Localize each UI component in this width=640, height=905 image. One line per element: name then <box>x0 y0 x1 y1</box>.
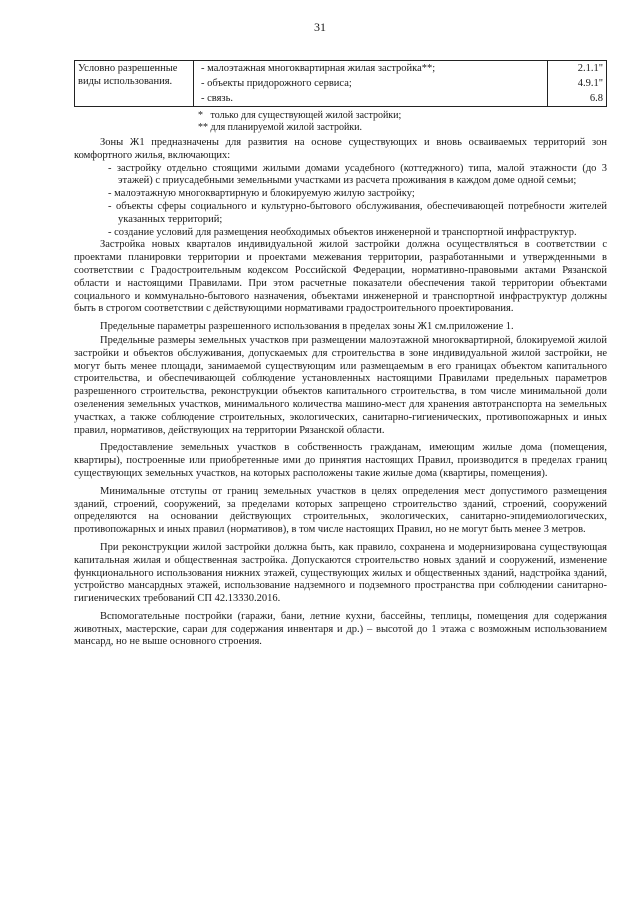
use-item: - связь. <box>194 91 548 107</box>
table-footnotes <box>198 110 401 134</box>
footnote-planned: ** для планируемой жилой застройки. <box>198 122 362 133</box>
zone-intro-paragraph: Зоны Ж1 предназначены для развития на основе существующих и вновь осваиваемых территорий зон комфортного жилья, включающих: <box>74 137 607 161</box>
paragraph-plot-sizes: Предельные размеры земельных участков при размещении малоэтажной многоквартирной, блокируемой жилой застройки и объектов обслуживания, допускаемых для строительства в зоне индивидуальной жилой застройки, не могут быть менее площади, занимаемой существующим или размещаемым в его границах объектом капитального строительства, и обеспечивающей соблюдение установленных настоящими Правилами предельных параметров разрешенного строительства, реконструкции объектов капитального строительства, в том числе минимальной доли озеленения земельных участков, минимального количества машино-мест для хранения автотранспорта на земельных участках, а также соблюдение строительных, экологических, санитарно-гигиенических, противопожарных и иных правил, нормативов, действующих на территории Рязанской области. <box>74 334 607 436</box>
permitted-uses-table <box>74 60 607 107</box>
paragraph-limit-params: Предельные параметры разрешенного использования в пределах зоны Ж1 см.приложение 1. <box>100 321 514 333</box>
paragraph-min-setbacks: Минимальные отступы от границ земельных участков в целях определения мест допустимого размещения зданий, строений, сооружений, за пределами которых запрещено строительство зданий, строений, сооружений определяются на основании действующих строительных, экологических, санитарно-эпидемиологических, противопожарных и иных правил (нормативов), в том числе настоящих Правил, но не могут быть менее 3 метров. <box>74 485 607 536</box>
use-item: - малоэтажная многоквартирная жилая застройка**; <box>194 61 548 77</box>
footnote-existing: * только для существующей жилой застройки; <box>198 110 402 121</box>
paragraph-development: Застройка новых кварталов индивидуальной жилой застройки должна осуществляться в соответствии с проектами планировки территории и проектами межевания территории, разработанными и утвержденными в соответствии с Градостроительным кодексом Российской Федерации, нормативно-правовыми актами Рязанской области и настоящими Правилами. При этом расчетные показатели обеспечения такой территории объектами социального и коммунально-бытового назначения, объектами инженерной и транспортной инфраструктур должны быть в строгом соответствии с действующими нормативами градостроительного проектирования. <box>74 239 607 315</box>
paragraph-land-provision: Предоставление земельных участков в собственность гражданам, имеющим жилые дома (помещения, квартиры), построенные или приобретенные ими до принятия настоящих Правил, производится в пределах границ существующих земельных участков, на которых расположены такие жилые дома (квартиры, помещения). <box>74 442 607 479</box>
paragraph-reconstruction: При реконструкции жилой застройки должна быть, как правило, сохранена и модернизирована существующая капитальная жилая и общественная застройка. Допускаются строительство новых зданий и сооружений, изменение функционального использования нижних этажей, существующих жилых и общественных зданий, надстройка зданий, устройство мансардных этажей, использование надземного и подземного пространства при соблюдении санитарно-гигиенических требований СП 42.13330.2016. <box>74 541 607 605</box>
uses-category-label: Условно разрешенные виды использования. <box>75 61 194 107</box>
page-number: 31 <box>314 20 326 34</box>
table-row <box>75 61 607 77</box>
list-item: - малоэтажную многоквартирную и блокируемую жилую застройку; <box>104 188 607 201</box>
use-item: - объекты придорожного сервиса; <box>194 76 548 91</box>
list-item: - создание условий для размещения необходимых объектов инженерной и транспортной инфраструктур. <box>104 227 607 240</box>
list-item: - застройку отдельно стоящими жилыми домами усадебного (коттеджного) типа, малой этажности (до 3 этажей) с приусадебными земельными участками из расчета проживания в каждом доме одной семьи; <box>104 163 607 189</box>
document-body <box>74 137 607 649</box>
paragraph-auxiliary-buildings: Вспомогательные постройки (гаражи, бани, летние кухни, бассейны, теплицы, помещения для содержания животных, мастерские, сараи для содержания инвентаря и др.) – высотой до 1 этажа с возможным использованием мансард, но не выше основного строения. <box>74 610 607 648</box>
zone-includes-list <box>74 163 607 240</box>
list-item: - объекты сферы социального и культурно-бытового обслуживания, обеспечивающей потребности жителей указанных территорий; <box>104 201 607 227</box>
use-code: 4.9.1" <box>548 76 607 91</box>
use-code: 2.1.1" <box>548 61 607 77</box>
use-code: 6.8 <box>548 91 607 107</box>
